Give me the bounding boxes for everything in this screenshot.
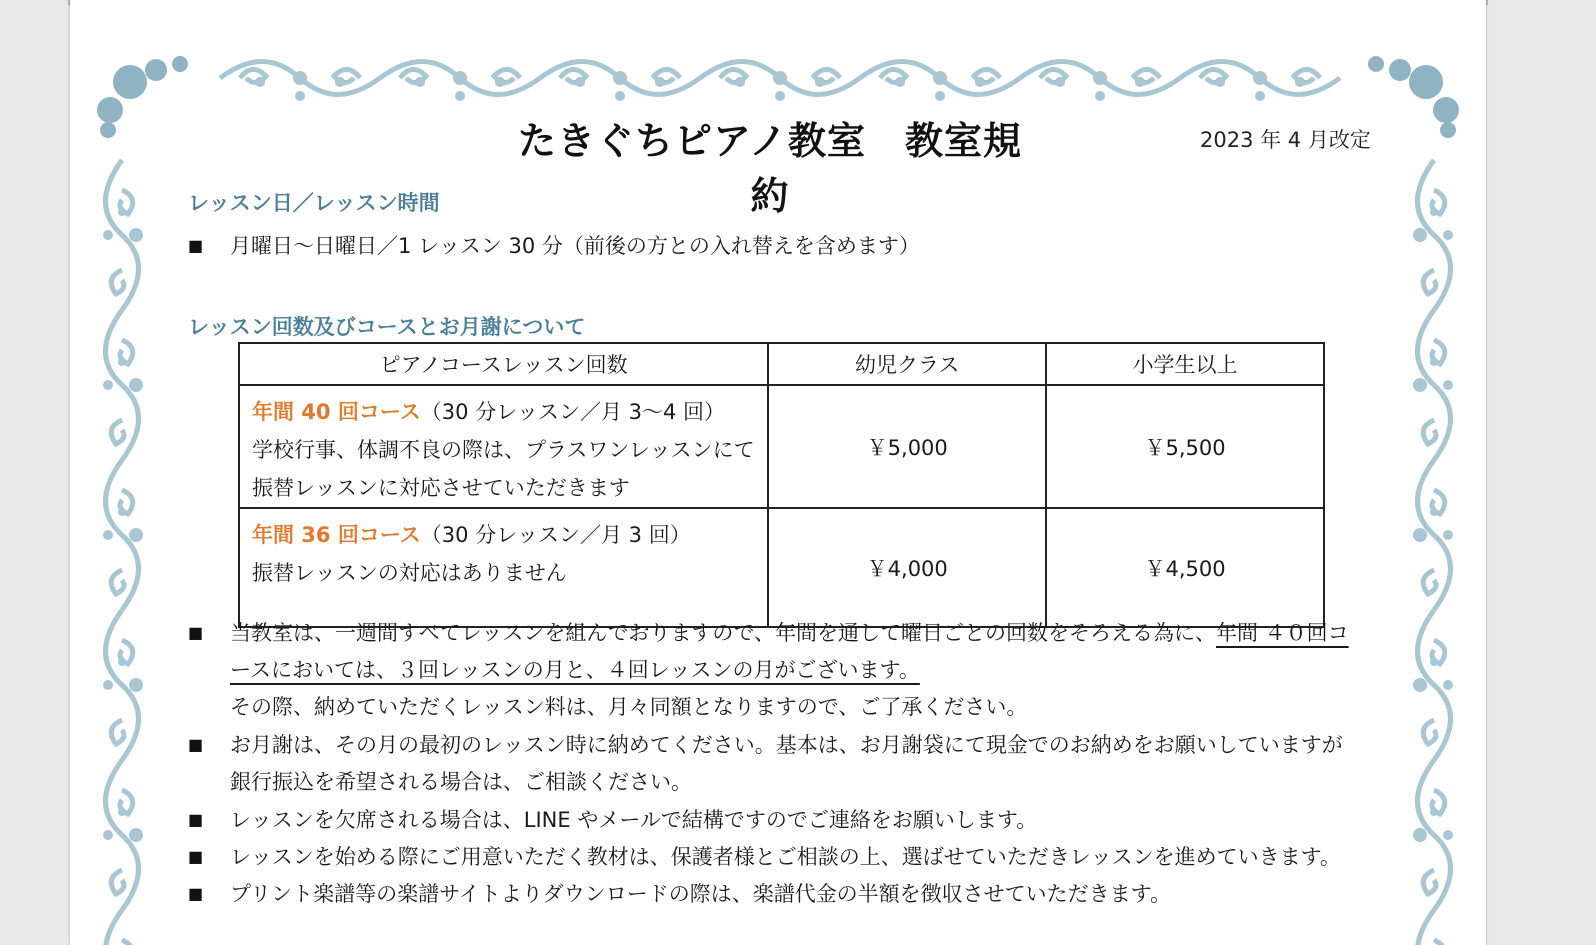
- right-scroll-curl: [1423, 720, 1436, 744]
- top-scroll-dot: [735, 77, 745, 87]
- right-scroll-curl: [1423, 570, 1436, 594]
- course-name: 年間 36 回コース: [252, 523, 421, 547]
- left-scroll-swirl: [106, 910, 139, 945]
- top-scroll-dot: [295, 91, 305, 101]
- left-scroll-dot: [118, 658, 126, 666]
- top-scroll-dot: [335, 77, 345, 87]
- top-scroll-dot: [815, 77, 825, 87]
- bullet-icon: ■: [188, 236, 204, 255]
- right-scroll-dot: [1413, 828, 1427, 842]
- right-scroll-dot: [1430, 358, 1438, 366]
- right-scroll-curl: [1423, 420, 1436, 444]
- rule-4-line-1: レッスンを始める際にご用意いただく教材は、保護者様とご相談の上、選ばせていただきレッスンを進めていきます。: [230, 845, 1341, 869]
- left-scroll-dot: [118, 358, 126, 366]
- rule-3-line-1: レッスンを欠席される場合は、LINE やメールで結構ですのでご連絡をお願いします。: [230, 808, 1038, 832]
- top-scroll-dot: [975, 77, 985, 87]
- top-scroll-dot: [575, 77, 585, 87]
- course-description-cell: [239, 508, 768, 627]
- course-fee-table: [238, 342, 1325, 628]
- course-detail: （30 分レッスン／月 3〜4 回）: [420, 400, 726, 424]
- top-scroll-dot: [255, 77, 265, 87]
- top-scroll-dot: [775, 91, 785, 101]
- rule-1-text: 当教室は、一週間すべてレッスンを組んでおりますので、年間を通して曜日ごとの回数をそろえる為に、: [230, 621, 1216, 645]
- left-scroll-curl: [111, 870, 124, 894]
- left-scroll-dot: [129, 828, 143, 842]
- rule-1-underlined-text: 年間 ４０回コ: [1215, 621, 1349, 645]
- right-scroll-dot: [1430, 208, 1438, 216]
- revision-date: 2023 年 4 月改定: [1200, 128, 1371, 152]
- left-scroll-curl: [111, 570, 124, 594]
- top-scroll-dot: [615, 91, 625, 101]
- corner-ornament-left: [97, 56, 188, 138]
- price-student-cell: ￥4,500: [1046, 508, 1324, 627]
- top-scroll-dot: [453, 71, 467, 85]
- right-scroll-dot: [1443, 680, 1453, 690]
- right-scroll-dot: [1443, 530, 1453, 540]
- top-scroll-dot: [1215, 77, 1225, 87]
- top-scroll-dot: [1253, 71, 1267, 85]
- right-scroll-swirl: [1418, 910, 1451, 945]
- rule-2-line-1: お月謝は、その月の最初のレッスン時に納めてください。基本は、お月謝袋にて現金でのお納めをお願いしていますが: [230, 733, 1343, 757]
- left-scroll-dot: [118, 508, 126, 516]
- top-scroll-dot: [1295, 77, 1305, 87]
- right-scroll-dot: [1443, 380, 1453, 390]
- table-header-cell: 幼児クラス: [768, 343, 1046, 385]
- top-scroll-dot: [655, 77, 665, 87]
- top-scroll-dot: [455, 91, 465, 101]
- table-header-row: [239, 343, 1324, 385]
- rule-1-line-2: ースにおいては、３回レッスンの月と、４回レッスンの月がございます。: [230, 658, 920, 682]
- left-scroll-curl: [111, 720, 124, 744]
- left-scroll-dot: [103, 680, 113, 690]
- left-scroll-dot: [129, 528, 143, 542]
- right-scroll-curl: [1432, 940, 1445, 945]
- top-scroll-dot: [1135, 77, 1145, 87]
- top-scroll-dot: [293, 71, 307, 85]
- course-note: 学校行事、体調不良の際は、プラスワンレッスンにて: [252, 438, 755, 462]
- right-scroll-dot: [1443, 830, 1453, 840]
- course-name: 年間 40 回コース: [252, 400, 421, 424]
- top-scroll-dot: [933, 71, 947, 85]
- left-scroll-curl: [120, 940, 133, 945]
- left-scroll-dot: [118, 208, 126, 216]
- course-note: 振替レッスンに対応させていただきます: [252, 476, 630, 500]
- right-scroll-curl: [1423, 270, 1436, 294]
- left-scroll-dot: [103, 380, 113, 390]
- price-child-cell: ￥4,000: [768, 508, 1046, 627]
- top-scroll-dot: [1093, 71, 1107, 85]
- bullet-icon: ■: [188, 847, 204, 866]
- right-scroll-dot: [1413, 228, 1427, 242]
- table-header-cell: ピアノコースレッスン回数: [239, 343, 768, 385]
- left-scroll-dot: [103, 530, 113, 540]
- right-scroll-dot: [1430, 508, 1438, 516]
- course-note: 振替レッスンの対応はありません: [252, 561, 567, 585]
- document-page: [70, 0, 1486, 945]
- section-heading-courses: レッスン回数及びコースとお月謝について: [188, 315, 586, 339]
- course-detail: （30 分レッスン／月 3 回）: [420, 523, 691, 547]
- right-scroll-dot: [1413, 528, 1427, 542]
- top-scroll-dot: [1095, 91, 1105, 101]
- table-header-cell: 小学生以上: [1046, 343, 1324, 385]
- left-scroll-curl: [111, 420, 124, 444]
- left-scroll-dot: [103, 830, 113, 840]
- price-child-cell: ￥5,000: [768, 385, 1046, 508]
- left-scroll-dot: [129, 378, 143, 392]
- bullet-icon: ■: [188, 623, 204, 642]
- right-scroll-dot: [1443, 230, 1453, 240]
- right-scroll-dot: [1430, 658, 1438, 666]
- bullet-icon: ■: [188, 735, 204, 754]
- right-scroll-dot: [1413, 378, 1427, 392]
- top-scroll-dot: [935, 91, 945, 101]
- corner-ornament-right: [1368, 56, 1459, 138]
- top-scroll-dots: [255, 71, 1305, 101]
- left-scroll-dot: [129, 228, 143, 242]
- right-scroll-curl: [1423, 870, 1436, 894]
- right-scroll-dot: [1430, 808, 1438, 816]
- price-student-cell: ￥5,500: [1046, 385, 1324, 508]
- top-scroll-dot: [895, 77, 905, 87]
- section-heading-lesson-days: レッスン日／レッスン時間: [188, 191, 440, 215]
- top-scroll-dot: [613, 71, 627, 85]
- left-scroll-dot: [103, 230, 113, 240]
- rule-5-line-1: プリント楽譜等の楽譜サイトよりダウンロードの際は、楽譜代金の半額を徴収させていただきます。: [230, 882, 1172, 906]
- left-scroll-curl: [111, 270, 124, 294]
- top-scroll-dot: [1055, 77, 1065, 87]
- rule-1-line-1: [230, 617, 1349, 647]
- top-scroll-dot: [773, 71, 787, 85]
- document-title: たきぐちピアノ教室 教室規約: [518, 119, 1022, 218]
- right-scroll-dot: [1413, 678, 1427, 692]
- lesson-days-text: 月曜日〜日曜日／1 レッスン 30 分（前後の方との入れ替えを含めます）: [230, 234, 920, 258]
- rule-2-line-2: 銀行振込を希望される場合は、ご相談ください。: [230, 770, 692, 794]
- top-scroll-dot: [1255, 91, 1265, 101]
- course-description-cell: [239, 385, 768, 508]
- table-row: [239, 385, 1324, 508]
- left-scroll-dot: [129, 678, 143, 692]
- left-scroll-dot: [118, 808, 126, 816]
- top-scroll-dot: [495, 77, 505, 87]
- bullet-icon: ■: [188, 810, 204, 829]
- rule-1-line-3: その際、納めていただくレッスン料は、月々同額となりますので、ご了承ください。: [230, 695, 1028, 719]
- table-row: [239, 508, 1324, 627]
- top-scroll-dot: [415, 77, 425, 87]
- bullet-icon: ■: [188, 884, 204, 903]
